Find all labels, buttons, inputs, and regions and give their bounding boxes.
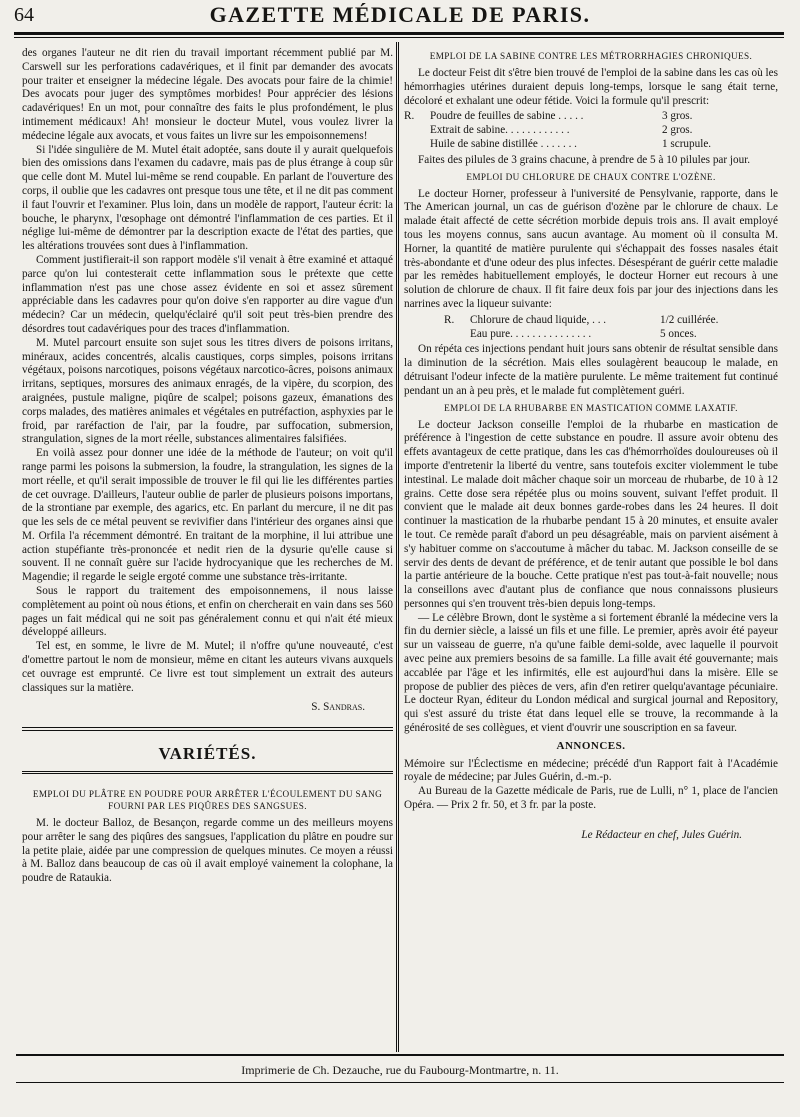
page-number: 64 (14, 4, 34, 26)
right-column (404, 47, 778, 843)
footer-rule-bottom (16, 1082, 784, 1083)
paragraph: En voilà assez pour donner une idée de la méthode de l'auteur; on voit qu'il range parmi les poisons la submersion, la foudre, la strangulation, les signes de la mort réelle, et qu'il serait impossible de trouver le fil qui lie les différentes parties de cet ouvrage. D'ailleurs, l'auteur oublie de parler de plusieurs poisons importans, de la strontiane par exemple, des agarics, etc. En parlant du mercure, il ne dit pas que les sels de ce métal peuvent se revivifier dans l'intérieur des organes ainsi que M. Orfila l'a récemment démontré. En traitant de la morphine, il lui attribue une action stupéfiante très-prononcée et nedit rien de la dysurie qu'elle cause si souvent. Il ne connaît guère sur l'acide hydrocyanique que les recherches de M. Magendie; il regarde le seigle ergoté comme une substance très-irritante. (22, 447, 393, 584)
recipe-lead (404, 138, 430, 152)
section-heading: EMPLOI DE LA SABINE CONTRE LES MÉTRORRHAGIES CHRONIQUES. (429, 51, 753, 61)
paragraph: Le docteur Horner, professeur à l'université de Pensylvanie, rapporte, dans le The American journal, un cas de guérison d'ozène par le chlorure de chaux. Le malade était affecté de cette sécrétion morbide depuis trois ans. Il avait employé tous les moyens connus, sans aucun avantage. Au moment où il consulta M. Horner, la quantité de matière purulente qui s'échappait des fosses nasales était très-abondante et d'une odeur des plus infectes. Désespérant de guérir cette maladie par les remèdes habituellement employés, le docteur Horner eut recours à une solution de chlorure de chaux. Il fit faire deux fois par jour des injections dans les narrines avec la liqueur suivante: (404, 187, 778, 310)
varietes-rule (22, 771, 393, 774)
recipe-amount: 2 gros. (662, 124, 693, 137)
recipe-lead: R. (444, 313, 455, 326)
editor-signature: Le Rédacteur en chef, Jules Guérin. (581, 828, 742, 841)
recipe-ingredient: Chlorure de chaud liquide, . . . (470, 313, 607, 326)
recipe-ingredient: Poudre de feuilles de sabine . . . . . (430, 110, 584, 123)
page-header (0, 0, 800, 36)
header-rule (14, 32, 784, 35)
recipe-lead (444, 328, 470, 342)
paragraph: Si l'idée singulière de M. Mutel était adoptée, sans doute il y aurait quelquefois bien des omissions dans l'examen du cadavre, mais pas de plus étrange à coup sûr que celle dont M. Mutel lui-même se rend coupable. En parlant de l'ouverture des corps, il oublie que les cadavres ont presque tous une tête, et il ne dit pas comment il faut l'ouvrir et l'examiner. Plus loin, dans un modèle de rapport, l'auteur écrit: la bouche, le pharynx, l'œsophage ont démontré l'inflammation de ces parties. Et il néglige lui-même de démontrer par la description exacte de l'état des parties, que les altérations trouvées sont dues à l'inflammation. (22, 143, 393, 253)
recipe-lead (404, 124, 430, 138)
section-divider (22, 727, 393, 731)
recipe-amount: 1 scrupule. (662, 137, 712, 150)
recipe-row (444, 328, 778, 342)
paragraph: M. Mutel parcourt ensuite son sujet sous les titres divers de poisons irritans, minéraux, acides concentrés, alcalis caustiques, corps simples, poisons irritans végétaux, poisons narcotiques, poisons végétaux narcotico-âcres, poisons animaux irritans, septiques, morsures des animaux enragés, de la vipère, du scorpion, des araignées, pustule maligne, piqûre de scalpel; poisons gazeux, émanations des corps malades, des matières animales et végétales en putréfaction, asphyxies par le froid, par raréfaction de l'air, par la foudre, par suffocation, submersion, strangulation, signes de la mort réelle, substances alimentaires falsifiées. (22, 336, 393, 446)
section-heading: EMPLOI DE LA RHUBARBE EN MASTICATION COMME LAXATIF. (444, 402, 738, 413)
recipe-amount: 3 gros. (662, 110, 693, 123)
recipe-lead: R. (404, 110, 415, 123)
paragraph: — Le célèbre Brown, dont le système a si fortement ébranlé la médecine vers la fin du dernier siècle, a laissé un fils et une fille. Le premier, après avoir été payeur sur un vaisseau de guerre, n'a qu'une faible demi-solde, avec laquelle il pourvoit avec peine aux premiers besoins de sa famille. La fille avait été gouvernante; mais accablée par l'âge et les infirmités, elle est aujourd'hui dans la misère. Elle se propose de publier des pièces de vers, afin d'en retirer quelqu'avantage pécuniaire. Le docteur Ryan, éditeur du London médical and surgical journal and Repository, qui s'est assuré du triste état dans lequel elle se trouve, la recommande à la générosité de ses collègues, et vient d'ouvrir une souscription en sa faveur. (404, 611, 778, 735)
annonce-text: Mémoire sur l'Éclectisme en médecine; précédé d'un Rapport fait à l'Académie royale de médecine; par Jules Guérin, d.-m.-p. (404, 757, 778, 784)
recipe-amount: 1/2 cuillérée. (660, 313, 719, 326)
annonces-heading: ANNONCES. (556, 739, 626, 752)
left-column (22, 47, 393, 886)
paragraph: Comment justifierait-il son rapport modèle s'il venait à être examiné et attaqué parce qu'on lui contesterait cette inflammation sous le prétexte que cette inflammation n'est pas une chose assez évidente en soi et assez sûrement appréciable dans les cadavres pour qu'on doive s'en rapporter au dire vague d'un médecin? Car un médecin, quelqu'éclairé qu'il soit peut très-bien prendre des désordres tout cadavériques pour des traces d'inflammation. (22, 253, 393, 335)
column-divider (396, 42, 399, 1052)
recipe-chlorure (404, 314, 778, 342)
recipe-row (444, 314, 778, 328)
imprint: Imprimerie de Ch. Dezauche, rue du Faubourg-Montmartre, n. 11. (241, 1063, 559, 1077)
recipe-sabine (404, 110, 778, 151)
recipe-ingredient: Extrait de sabine. . . . . . . . . . . . (430, 124, 570, 137)
paragraph: Le docteur Feist dit s'être bien trouvé de l'emploi de la sabine dans les cas où les hémorrhagies utérines duraient depuis long-temps, lorsque le sang était terne, décoloré et exhalant une odeur fétide. Voici la formule qu'il prescrit: (404, 67, 778, 107)
recipe-ingredient: Huile de sabine distillée . . . . . . . (430, 137, 577, 150)
paragraph: Le docteur Jackson conseille l'emploi de la rhubarbe en mastication de préférence à l'ingestion de cette substance en poudre. Il assure avoir obtenu des effets avantageux de cette pratique, dans les cas d'hémorrhoïdes douloureuses où il importe d'entretenir la liberté du ventre, sans toutefois exciter violemment le tube intestinal. Le malade doit mâcher chaque soir un morceau de rhubarbe, de 10 à 12 grains. Cette dose sera répétée plus ou moins souvent, suivant l'effet produit. Il convient que le malade ait deux bonnes garde-robes dans les 24 heures. Il doit continuer la mastication de la rhubarbe pendant 15 à 20 minutes, et ensuite avaler le tout. Ce remède paraît d'abord un peu désagréable, mais on parvient aisément à s'y habituer comme on s'accoutume à mâcher du tabac. M. Jackson conseille de se servir des dents de devant de préférence, et de tenir autant que possible le bol dans la partie antérieure de la bouche. Cette pratique n'est pas tout-à-fait nouvelle; nous la conseillons avec d'autant plus de confiance que nous connaissons plusieurs personnes qui s'en trouvent très-bien depuis long-temps. (404, 418, 778, 610)
paragraph: des organes l'auteur ne dit rien du travail important récemment publié par M. Carswell sur les perforations cadavériques, et il finit par demander des avocats pour traiter et enseigner la médecine légale. Des avocats pour faire de la chimie! Des avocats pour juger des symptômes morbides! Pour apprécier des lésions cadavériques! En un mot, pour connaître des faits le plus profondément, le plus intimement médicaux! Ah! monsieur le docteur Mutel, vous voulez livrer la médecine légale aux avocats, et vous faites un livre sur les empoisonnemens! (22, 47, 393, 142)
paragraph: Sous le rapport du traitement des empoisonnemens, il nous laisse complètement au point où nous étions, et enfin on chercherait en vain dans ses 560 pages un fait médical qui ne soit pas généralement connu et qui n'ait été mieux développé ailleurs. (22, 585, 393, 639)
footer-rule (16, 1054, 784, 1056)
varietes-title: VARIÉTÉS. (158, 744, 257, 764)
paragraph: M. le docteur Balloz, de Besançon, regarde comme un des meilleurs moyens pour arrêter le sang des piqûres des sangsues, l'application du plâtre en poudre sur la petite plaie, aidée par une compression de quelques minutes. Ce moyen a réussi à M. Balloz dans beaucoup de cas où il avait employé vainement la colophane, la poudre de Rataukia. (22, 817, 393, 885)
gazette-title: GAZETTE MÉDICALE DE PARIS. (209, 2, 591, 27)
paragraph: Tel est, en somme, le livre de M. Mutel; il n'offre qu'une nouveauté, c'est d'omettre partout le nom de monsieur, même en citant les auteurs vivans auxquels cet ouvrage est emprunté. Ce livre est tout simplement un extrait des auteurs classiques sur la matière. (22, 640, 393, 694)
recipe-ingredient: Eau pure. . . . . . . . . . . . . . . (470, 327, 592, 340)
section-heading: EMPLOI DU PLÂTRE EN POUDRE POUR ARRÊTER L'ÉCOULEMENT DU SANG FOURNI PAR LES PIQÛRES DES SANGSUES. (32, 789, 383, 812)
section-heading: EMPLOI DU CHLORURE DE CHAUX CONTRE L'OZÈNE. (466, 171, 716, 182)
recipe-row (404, 138, 778, 152)
header-rule-thin (14, 37, 784, 38)
paragraph: On répéta ces injections pendant huit jours sans obtenir de résultat sensible dans la diminution de la sécrétion. Mais elles soulagèrent beaucoup le malade, en détruisant l'odeur infecte de la matière purulente. Le même traitement fut continué pendant un an à peu près, et le malade fut complètement guéri. (404, 343, 778, 397)
recipe-row (404, 110, 778, 124)
signature: S. Sandras. (311, 701, 365, 714)
recipe-row (404, 124, 778, 138)
paragraph: Faites des pilules de 3 grains chacune, à prendre de 5 à 10 pilules par jour. (418, 153, 751, 166)
recipe-amount: 5 onces. (660, 327, 697, 340)
annonce-text: Au Bureau de la Gazette médicale de Paris, rue de Lulli, n° 1, place de l'ancien Opéra. — Prix 2 fr. 50, et 3 fr. par la poste. (404, 785, 778, 812)
